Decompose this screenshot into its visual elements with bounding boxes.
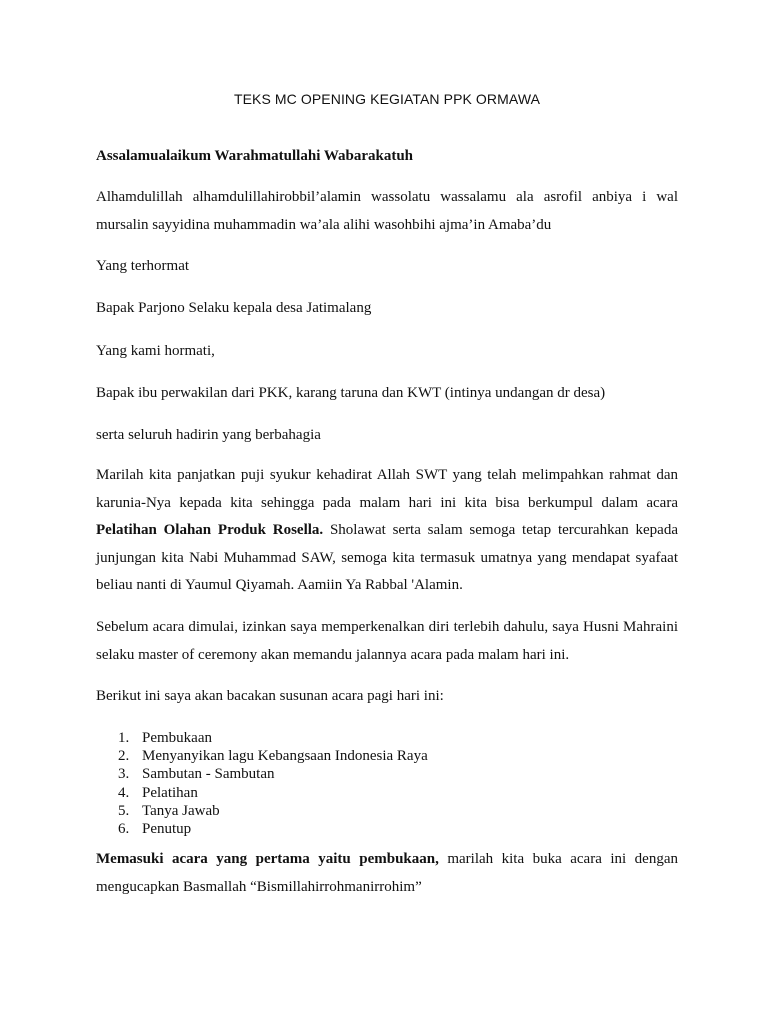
list-item xyxy=(96,747,678,765)
list-item xyxy=(96,820,678,838)
opening-line-1: Alhamdulillah alhamdulillahirobbil’alamin wassolatu wassalamu ala asrofil anbiya i wal xyxy=(96,189,678,205)
agenda-list xyxy=(96,729,678,838)
representatives-line: Bapak ibu perwakilan dari PKK, karang taruna dan KWT (intinya undangan dr desa) xyxy=(96,385,606,401)
honored-line: Yang kami hormati, xyxy=(96,343,215,359)
agenda-number: 1. xyxy=(118,730,130,746)
greeting: Assalamualaikum Warahmatullahi Wabarakatuh xyxy=(96,148,414,164)
respected-line: Yang terhormat xyxy=(96,258,190,274)
agenda-number: 4. xyxy=(118,784,130,801)
first-item-line-1 xyxy=(96,846,678,874)
agenda-number: 3. xyxy=(118,766,130,783)
intro-line-2: selaku master of ceremony akan memandu jalannya acara pada malam hari ini. xyxy=(96,646,570,663)
agenda-intro: Berikut ini saya akan bacakan susunan acara pagi hari ini: xyxy=(96,688,444,704)
agenda-text: Pelatihan xyxy=(142,784,198,801)
document-title: TEKS MC OPENING KEGIATAN PPK ORMAWA xyxy=(233,91,541,107)
gratitude-line-3 xyxy=(96,517,678,545)
gratitude-line-2: karunia-Nya kepada kita sehingga pada malam hari ini kita bisa berkumpul dalam acara xyxy=(96,494,678,511)
audience-line: serta seluruh hadirin yang berbahagia xyxy=(96,427,321,443)
gratitude-paragraph xyxy=(96,462,678,600)
first-item-bold: Memasuki acara yang pertama yaitu pembukaan, xyxy=(96,851,439,867)
agenda-text: Menyanyikan lagu Kebangsaan Indonesia Raya xyxy=(142,748,428,765)
opening-line-2: mursalin sayyidina muhammadin wa’ala alihi wasohbihi ajma’in Amaba’du xyxy=(96,216,552,233)
agenda-text: Sambutan - Sambutan xyxy=(142,766,275,783)
intro-paragraph xyxy=(96,614,678,669)
list-item xyxy=(96,784,678,802)
agenda-text: Pembukaan xyxy=(142,730,212,746)
village-head-line: Bapak Parjono Selaku kepala desa Jatimalang xyxy=(96,300,372,316)
gratitude-line-5: beliau nanti di Yaumul Qiyamah. Aamiin Ya Rabbal 'Alamin. xyxy=(96,577,463,593)
agenda-number: 2. xyxy=(118,748,130,765)
intro-line-1: Sebelum acara dimulai, izinkan saya memperkenalkan diri terlebih dahulu, saya Husni Mahraini xyxy=(96,619,678,635)
agenda-number: 6. xyxy=(118,820,130,837)
gratitude-line-1: Marilah kita panjatkan puji syukur kehadirat Allah SWT yang telah melimpahkan rahmat dan xyxy=(96,467,678,483)
list-item xyxy=(96,729,678,747)
first-item-paragraph xyxy=(96,846,678,901)
agenda-text: Penutup xyxy=(142,820,192,837)
agenda-number: 5. xyxy=(118,802,130,819)
event-name: Pelatihan Olahan Produk Rosella. xyxy=(96,522,324,538)
first-item-line-2: mengucapkan Basmallah “Bismillahirrohmanirrohim” xyxy=(96,878,422,895)
gratitude-line-4: junjungan kita Nabi Muhammad SAW, semoga kita termasuk umatnya yang mendapat syafaat xyxy=(96,549,678,566)
opening-paragraph xyxy=(96,184,678,239)
list-item xyxy=(96,765,678,783)
first-item-line-1-rest: marilah kita buka acara ini dengan xyxy=(438,851,678,867)
agenda-text: Tanya Jawab xyxy=(142,802,220,819)
gratitude-line-3-rest: Sholawat serta salam semoga tetap tercurahkan kepada xyxy=(323,522,678,538)
list-item xyxy=(96,802,678,820)
